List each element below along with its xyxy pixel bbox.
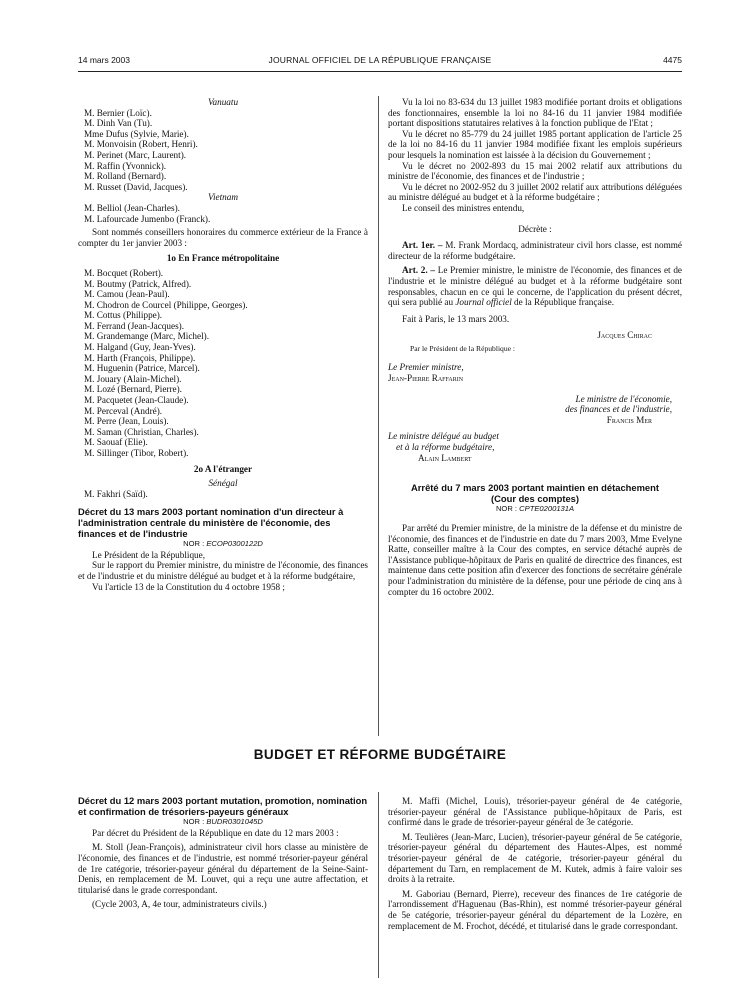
fait-a-paris: Fait à Paris, le 13 mars 2003. xyxy=(402,313,510,324)
decree-paragraphs xyxy=(78,550,368,592)
name-entry: Mme Dufus (Sylvie, Marie). xyxy=(84,128,189,139)
decree-paragraph: M. Stoll (Jean-François), administrateur civil hors classe au ministère de l'économie, des finances et de l'industrie, est nommé trésorier-payeur général de 1re catégorie, trésorier-payeur général du département de la Seine-Saint-Denis, en remplacement de M. Louvet, qui a reçu une autre affectation, et titularisé dans le grade correspondant. xyxy=(78,842,368,895)
eco-minister-title-1: Le ministre de l'économie, xyxy=(575,393,672,404)
decree-paragraph: Par décret du Président de la République en date du 12 mars 2003 : xyxy=(92,827,339,838)
name-entry: M. Belliol (Jean-Charles). xyxy=(84,202,180,213)
france-list xyxy=(78,268,368,459)
treasurer-paragraphs xyxy=(388,796,682,931)
decree-paragraph: (Cycle 2003, A, 4e tour, administrateurs civils.) xyxy=(92,899,267,910)
vietnam-heading: Vietnam xyxy=(208,192,238,203)
name-entry: M. Perinet (Marc, Laurent). xyxy=(84,149,187,160)
header-page-number: 4475 xyxy=(663,55,682,65)
right-column-bottom xyxy=(388,796,682,931)
decree-paragraph: Vu l'article 13 de la Constitution du 4 octobre 1958 ; xyxy=(92,581,285,592)
treasurer-paragraph: M. Maffi (Michel, Louis), trésorier-payeur général de 4e catégorie, trésorier-payeur général de l'Assistance publique-hôpitaux de Paris, est confirmé dans le grade de trésorier-payeur général de 3e catégorie. xyxy=(388,796,682,828)
name-entry: M. Jouary (Alain-Michel). xyxy=(84,373,182,384)
column-divider-top xyxy=(378,96,379,736)
budget-minister-name: Alain Lambert xyxy=(418,452,472,463)
name-entry: M. Lafourcade Jumenbo (Franck). xyxy=(84,213,211,224)
decree-paragraph: Sur le rapport du Premier ministre, du ministre de l'économie, des finances et de l'industrie et du ministre délégué au budget et à la réforme budgétaire, xyxy=(78,560,368,581)
name-entry: M. Bocquet (Robert). xyxy=(84,267,164,278)
header-journal-title: JOURNAL OFFICIEL DE LA RÉPUBLIQUE FRANÇAISE xyxy=(268,55,492,65)
vu-paragraph: Vu la loi no 83-634 du 13 juillet 1983 modifiée portant droits et obligations des fonctionnaires, ensemble la loi no 84-16 du 11 janvier 1984 modifiée portant dispositions statutaires relatives à la fonction publique de l'Etat ; xyxy=(388,97,682,129)
nor-label: NOR : xyxy=(495,504,518,514)
name-entry: M. Boutmy (Patrick, Alfred). xyxy=(84,278,192,289)
article-2-end: de la République française. xyxy=(514,297,615,308)
name-entry: M. Harth (François, Philippe). xyxy=(84,352,196,363)
vanuatu-list xyxy=(78,108,368,193)
senegal-heading: Sénégal xyxy=(208,478,238,489)
president-signature: Jacques Chirac xyxy=(597,330,652,341)
column-divider-bottom xyxy=(378,792,379,978)
honorary-intro: Sont nommés conseillers honoraires du commerce extérieur de la France à compter du 1er janvier 2003 : xyxy=(78,227,368,248)
decrete: Décrète : xyxy=(518,223,552,234)
article-1-label: Art. 1er. – xyxy=(402,240,443,251)
name-entry: M. Chodron de Courcel (Philippe, Georges). xyxy=(84,299,248,310)
header-rule xyxy=(78,71,682,72)
name-entry: M. Russet (David, Jacques). xyxy=(84,181,188,192)
left-column-top xyxy=(78,97,368,592)
arrete-text: Par arrêté du Premier ministre, de la ministre de la défense et du ministre de l'économie, des finances et de l'industrie en date du 7 mars 2003, Mme Evelyne Ratte, conseiller maître à la Cour des comptes, en service détaché auprès de l'Assistance publique-hôpitaux de Paris en qualité de directrice des finances, est maintenue dans cette position afin d'exercer des fonctions de secrétaire générale pour l'administration du ministère de la défense, pour une période de cinq ans à compter du 16 octobre 2002. xyxy=(388,523,682,597)
pm-name: Jean-Pierre Raffarin xyxy=(388,373,464,384)
name-entry: M. Dinh Van (Tu). xyxy=(84,118,153,129)
vus-list xyxy=(388,97,682,214)
vu-paragraph: Vu le décret no 85-779 du 24 juillet 1985 portant application de l'article 25 de la loi no 84-16 du 11 janvier 1984 modifiée fixant les emplois supérieurs pour lesquels la nomination est laissée à la décision du Gouvernement ; xyxy=(388,128,682,160)
name-entry: M. Saouaf (Elie). xyxy=(84,437,148,448)
name-entry: M. Rolland (Bernard). xyxy=(84,171,167,182)
name-entry: M. Halgand (Guy, Jean-Yves). xyxy=(84,342,196,353)
header-date: 14 mars 2003 xyxy=(78,55,130,65)
article-2-journal: Journal officiel xyxy=(455,297,512,308)
arrete-nor xyxy=(388,504,682,515)
mutation-decree-paragraphs xyxy=(78,828,368,910)
nor-label: NOR : xyxy=(183,539,205,549)
decree-nor xyxy=(78,539,368,550)
nor-code: BUDR0301045D xyxy=(206,817,263,827)
name-entry: M. Saman (Christian, Charles). xyxy=(84,426,199,437)
name-entry: M. Ferrand (Jean-Jacques). xyxy=(84,320,185,331)
article-2-text: Le Premier ministre, le ministre de l'économie, des finances et de l'industrie et le ministre délégué au budget et à la réforme budgétaire sont responsables, chacun en ce qui le concerne, de l'application du présent décret, qui sera publié au xyxy=(388,265,682,308)
budget-minister-title-1: Le ministre délégué au budget xyxy=(388,431,499,442)
right-column-top xyxy=(388,97,682,597)
name-entry: M. Huguenin (Patrice, Marcel). xyxy=(84,363,200,374)
nor-code: CPTE0200131A xyxy=(519,504,575,514)
name-entry: M. Pacquetet (Jean-Claude). xyxy=(84,395,189,406)
article-1 xyxy=(388,240,682,261)
name-entry: M. Fakhri (Saïd). xyxy=(84,488,148,499)
eco-minister-name: Francis Mer xyxy=(606,414,652,425)
decree-paragraph: Le Président de la République, xyxy=(92,549,206,560)
article-2 xyxy=(388,265,682,307)
name-entry: M. Perceval (André). xyxy=(84,405,163,416)
budget-minister-block xyxy=(388,431,682,463)
name-entry: M. Grandemange (Marc, Michel). xyxy=(84,331,210,342)
par-le-president: Par le Président de la République : xyxy=(410,343,516,353)
article-1-text: M. Frank Mordacq, administrateur civil hors classe, est nommé directeur de la réforme budgétaire. xyxy=(388,240,682,261)
mutation-decree-nor xyxy=(78,817,368,828)
treasurer-paragraph: M. Teulières (Jean-Marc, Lucien), trésorier-payeur général de 5e catégorie, trésorier-payeur général du département des Hautes-Alpes, est nommé trésorier-payeur général de 4e catégorie, trésorier-payeur général du département du Tarn, en remplacement de M. Kutek, admis à faire valoir ses droits à la retraite. xyxy=(388,831,682,885)
vietnam-list xyxy=(78,203,368,224)
name-entry: M. Sillinger (Tibor, Robert). xyxy=(84,448,189,458)
article-2-label: Art. 2. – xyxy=(402,265,436,276)
etranger-heading: 2o A l'étranger xyxy=(193,463,253,474)
mutation-decree-title: Décret du 12 mars 2003 portant mutation, promotion, nomination et confirmation de trésoriers-payeurs généraux xyxy=(78,795,368,817)
vu-paragraph: Vu le décret no 2002-952 du 3 juillet 2002 relatif aux attributions déléguées au ministre délégué au budget et à la réforme budgétaire ; xyxy=(388,181,682,203)
treasurer-paragraph: M. Gaboriau (Bernard, Pierre), receveur des finances de 1re catégorie de l'arrondissement d'Haguenau (Bas-Rhin), est nommé trésorier-payeur général de 5e catégorie, trésorier-payeur général du département de la Lozère, en remplacement de M. Frochot, décédé, et titularisé dans le grade correspondant. xyxy=(388,888,682,931)
page-header xyxy=(78,55,682,69)
senegal-list xyxy=(78,489,368,500)
name-entry: M. Lozé (Bernard, Pierre). xyxy=(84,384,182,395)
eco-minister-title-2: des finances et de l'industrie, xyxy=(565,404,672,415)
name-entry: M. Perre (Jean, Louis). xyxy=(84,416,169,427)
pm-title: Le Premier ministre, xyxy=(388,362,464,373)
name-entry: M. Cottus (Philippe). xyxy=(84,310,163,321)
vu-paragraph: Vu le décret no 2002-893 du 15 mai 2002 relatif aux attributions du ministre de l'économie, des finances et de l'industrie ; xyxy=(388,160,682,182)
name-entry: M. Raffin (Yvonnick). xyxy=(84,160,167,171)
france-heading: 1o En France métropolitaine xyxy=(166,253,280,264)
name-entry: M. Monvoisin (Robert, Henri). xyxy=(84,139,198,150)
nor-label: NOR : xyxy=(183,817,205,827)
budget-minister-title-2: et à la réforme budgétaire, xyxy=(396,442,495,453)
name-entry: M. Camou (Jean-Paul). xyxy=(84,289,170,300)
left-column-bottom xyxy=(78,796,368,910)
vu-paragraph: Le conseil des ministres entendu, xyxy=(402,202,525,213)
eco-minister-block xyxy=(388,394,682,426)
nor-code: ECOP0300122D xyxy=(206,539,263,549)
vanuatu-heading: Vanuatu xyxy=(207,97,239,107)
decree-title: Décret du 13 mars 2003 portant nomination d'un directeur à l'administration centrale du ministère de l'économie, des finances et de l'industrie xyxy=(78,506,344,539)
name-entry: M. Bernier (Loïc). xyxy=(84,107,152,118)
arrete-title: Arrêté du 7 mars 2003 portant maintien en détachement (Cour des comptes) xyxy=(411,482,659,504)
section-title: BUDGET ET RÉFORME BUDGÉTAIRE xyxy=(253,747,507,762)
